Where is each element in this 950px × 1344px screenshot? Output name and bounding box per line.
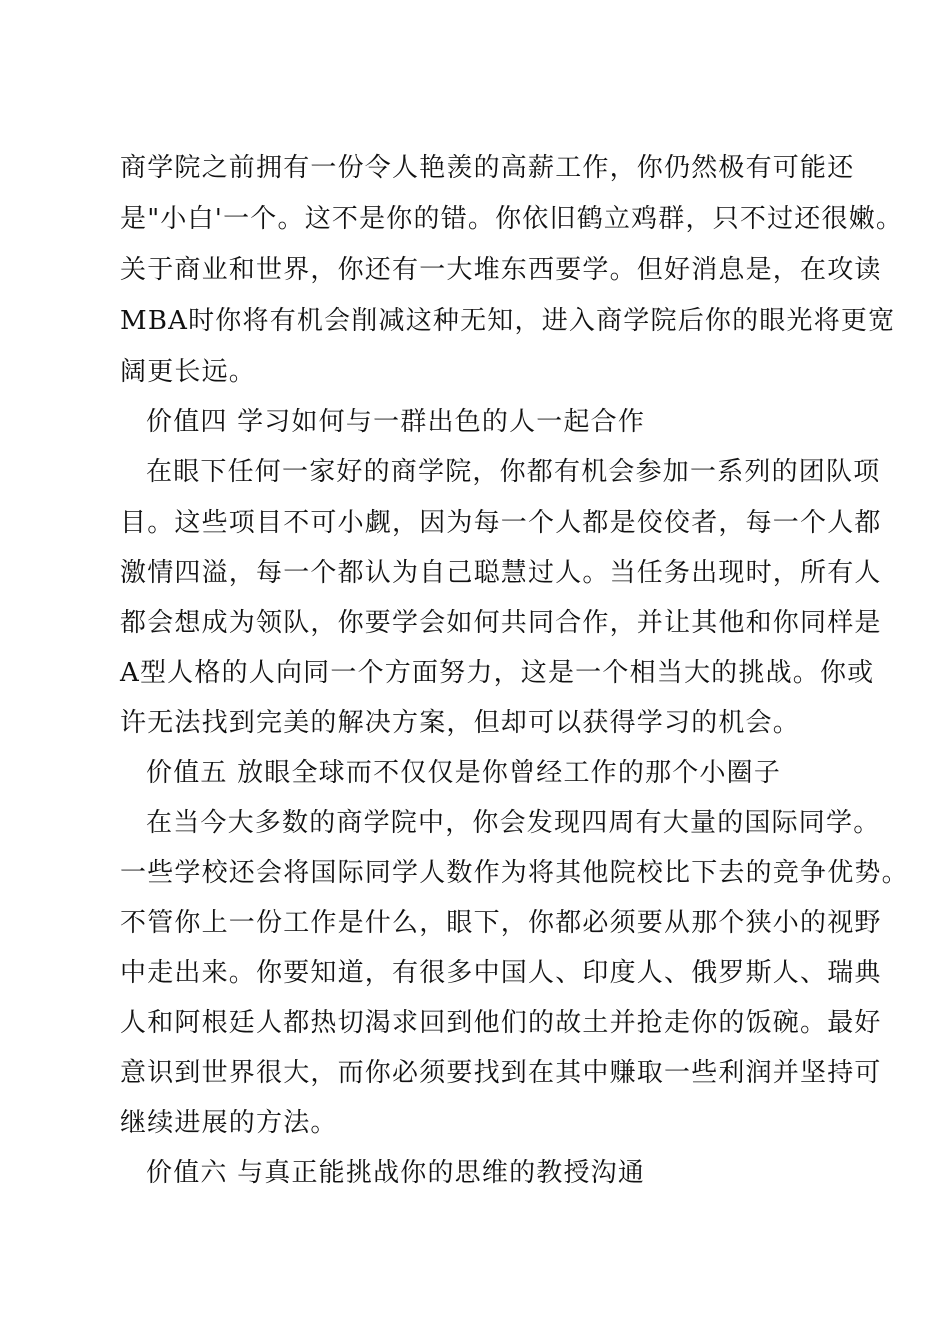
paragraph-line: 在眼下任何一家好的商学院，你都有机会参加一系列的团队项 (146, 457, 881, 487)
paragraph-line: MBA时你将有机会削减这种无知，进入商学院后你的眼光将更宽 (120, 306, 896, 336)
section-heading-value-4: 价值四 学习如何与一群出色的人一起合作 (146, 407, 646, 437)
paragraph-line: 激情四溢，每一个都认为自己聪慧过人。当任务出现时，所有人 (120, 558, 882, 588)
paragraph-line: A型人格的人向同一个方面努力，这是一个相当大的挑战。你或 (120, 658, 875, 688)
section-heading-value-5: 价值五 放眼全球而不仅仅是你曾经工作的那个小圈子 (146, 758, 782, 788)
paragraph-line: 继续进展的方法。 (120, 1108, 338, 1138)
paragraph-line: 人和阿根廷人都热切渴求回到他们的故土并抢走你的饭碗。最好 (120, 1008, 882, 1038)
paragraph-line: 不管你上一份工作是什么，眼下，你都必须要从那个狭小的视野 (120, 908, 882, 938)
paragraph-line: 目。这些项目不可小觑，因为每一个人都是佼佼者，每一个人都 (120, 508, 882, 538)
paragraph-line: 都会想成为领队，你要学会如何共同合作，并让其他和你同样是 (120, 608, 882, 638)
section-heading-value-6: 价值六 与真正能挑战你的思维的教授沟通 (146, 1158, 646, 1188)
paragraph-line: 中走出来。你要知道，有很多中国人、印度人、俄罗斯人、瑞典 (120, 958, 882, 988)
paragraph-line: 在当今大多数的商学院中，你会发现四周有大量的国际同学。 (146, 808, 881, 838)
paragraph-line: 一些学校还会将国际同学人数作为将其他院校比下去的竞争优势。 (120, 858, 909, 888)
paragraph-line: 商学院之前拥有一份令人艳羡的高薪工作，你仍然极有可能还 (120, 153, 855, 183)
paragraph-line: 是"小白'一个。这不是你的错。你依旧鹤立鸡群，只不过还很嫩。 (120, 204, 904, 234)
paragraph-line: 许无法找到完美的解决方案，但却可以获得学习的机会。 (120, 708, 801, 738)
paragraph-line: 意识到世界很大，而你必须要找到在其中赚取一些利润并坚持可 (120, 1058, 882, 1088)
paragraph-line: 关于商业和世界，你还有一大堆东西要学。但好消息是，在攻读 (120, 255, 882, 285)
paragraph-line: 阔更长远。 (120, 357, 257, 387)
